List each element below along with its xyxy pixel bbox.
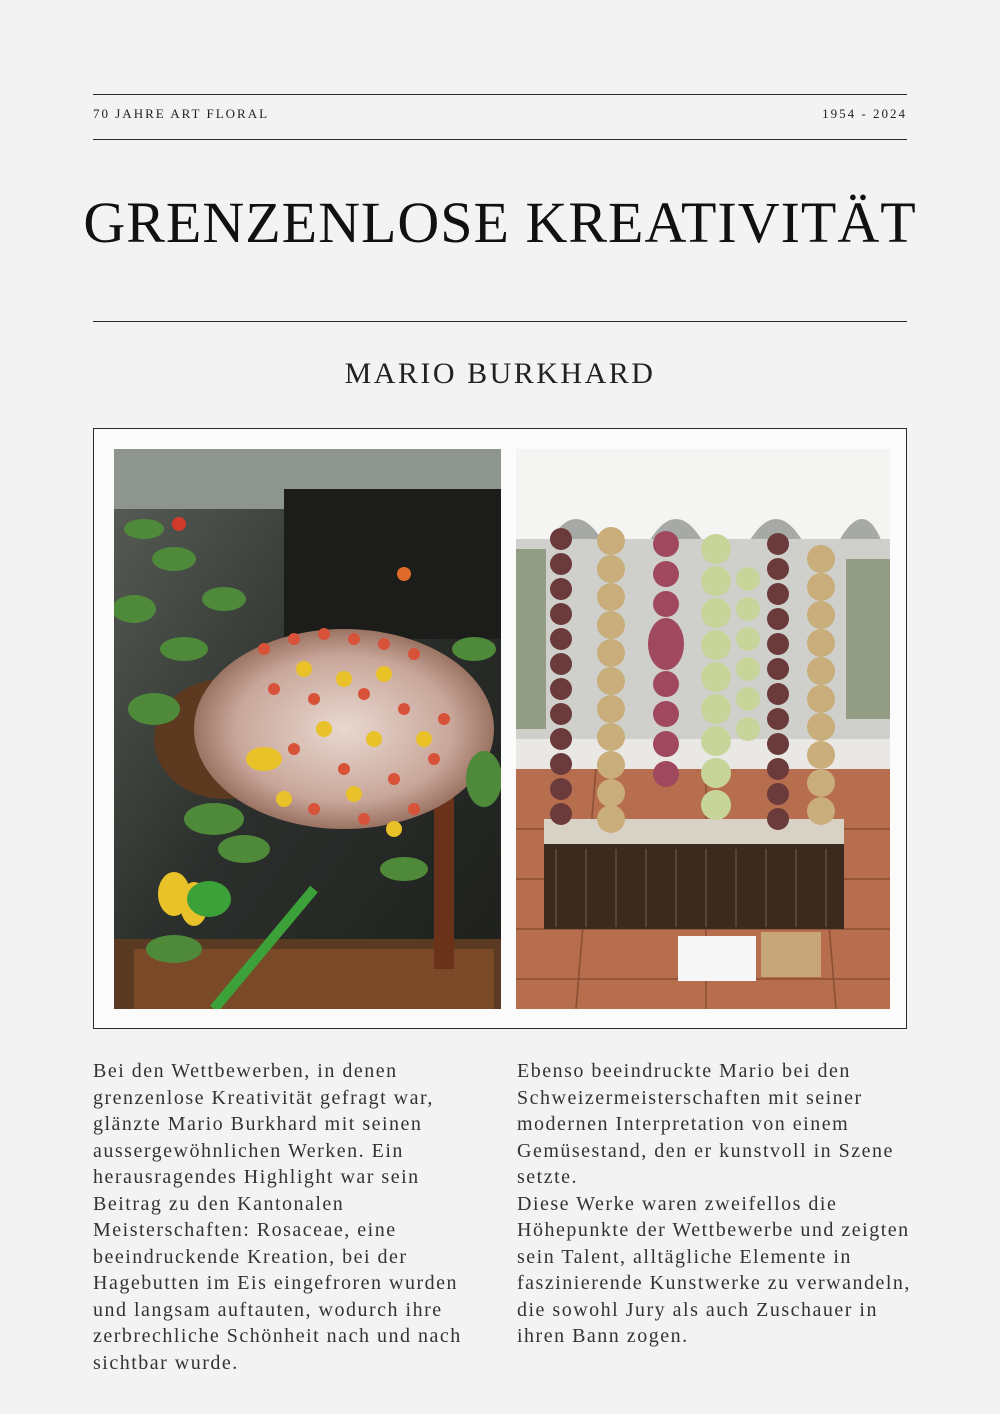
page-title: GRENZENLOSE KREATIVITÄT — [83, 190, 917, 255]
body-paragraph: Bei den Wettbewerben, in denen grenzenlose Kreativität gefragt war, glänzte Mario Burkhard mit seinen aussergewöhnlichen Werken. Ein herausragendes Highlight war sein Beitrag zu den Kantonalen Meisterschaften: Rosaceae, eine beeindruckende Kreation, bei der Hagebutten im Eis eingefroren wurden und langsam auftauten, wodurch ihre zerbrechliche Schönheit nach und nach sichtbar wurde. — [93, 1060, 462, 1374]
body-paragraph: Ebenso beeindruckte Mario bei den Schweizermeisterschaften mit seiner modernen Interpretation von einem Gemüsestand, den er kunstvoll in Szene setzte. — [517, 1060, 894, 1188]
title-rule — [93, 321, 907, 322]
body-column-right — [517, 1058, 912, 1350]
years-label: 1954 - 2024 — [822, 106, 907, 121]
header-bar — [93, 106, 907, 124]
vegetable-column-installation-photo — [516, 449, 890, 1009]
body-paragraph: Diese Werke waren zweifellos die Höhepunkte der Wettbewerbe und zeigten sein Talent, alltägliche Elemente in faszinierende Kunstwerke zu verwandeln, die sowohl Jury als auch Zuschauer in ihren Bann zogen. — [517, 1192, 911, 1347]
top-rule — [93, 94, 907, 95]
body-column-left — [93, 1058, 493, 1376]
rosaceae-ice-sculpture-photo — [114, 449, 501, 1009]
series-label: 70 JAHRE ART FLORAL — [93, 106, 270, 121]
author-name: MARIO BURKHARD — [344, 357, 656, 390]
header-bottom-rule — [93, 139, 907, 140]
photo-frame — [93, 428, 907, 1029]
